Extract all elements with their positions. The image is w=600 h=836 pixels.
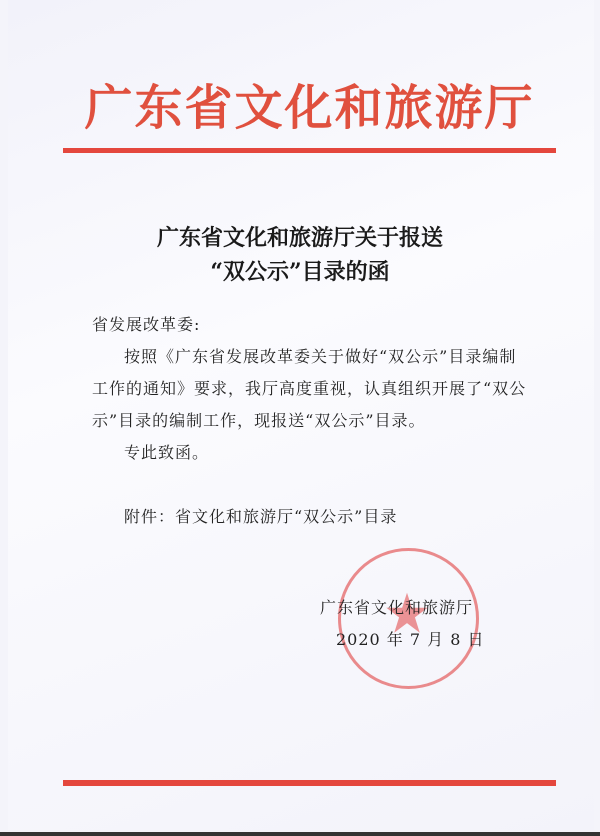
footer-rule xyxy=(63,780,556,786)
closing: 专此致函。 xyxy=(124,443,210,462)
scan-edge xyxy=(0,832,600,836)
letterhead-title: 广东省文化和旅游厅 xyxy=(84,80,535,136)
document-title-line1: 广东省文化和旅游厅关于报送 xyxy=(156,225,443,251)
body-line-1: 按照《广东省发展改革委关于做好“双公示”目录编制 xyxy=(124,347,517,366)
document-title-line2: “双公示”目录的函 xyxy=(210,259,390,285)
document-page xyxy=(8,0,594,830)
recipient: 省发展改革委: xyxy=(92,315,201,334)
letterhead-rule xyxy=(63,148,556,153)
body-line-2: 工作的通知》要求，我厅高度重视，认真组织开展了“双公 xyxy=(92,379,527,398)
signature-date: 2020 年 7 月 8 日 xyxy=(336,630,485,649)
attachment: 附件：省文化和旅游厅“双公示”目录 xyxy=(124,507,398,526)
official-seal xyxy=(338,548,479,689)
signature-org: 广东省文化和旅游厅 xyxy=(320,598,474,617)
body-line-3: 示”目录的编制工作，现报送“双公示”目录。 xyxy=(92,411,426,430)
